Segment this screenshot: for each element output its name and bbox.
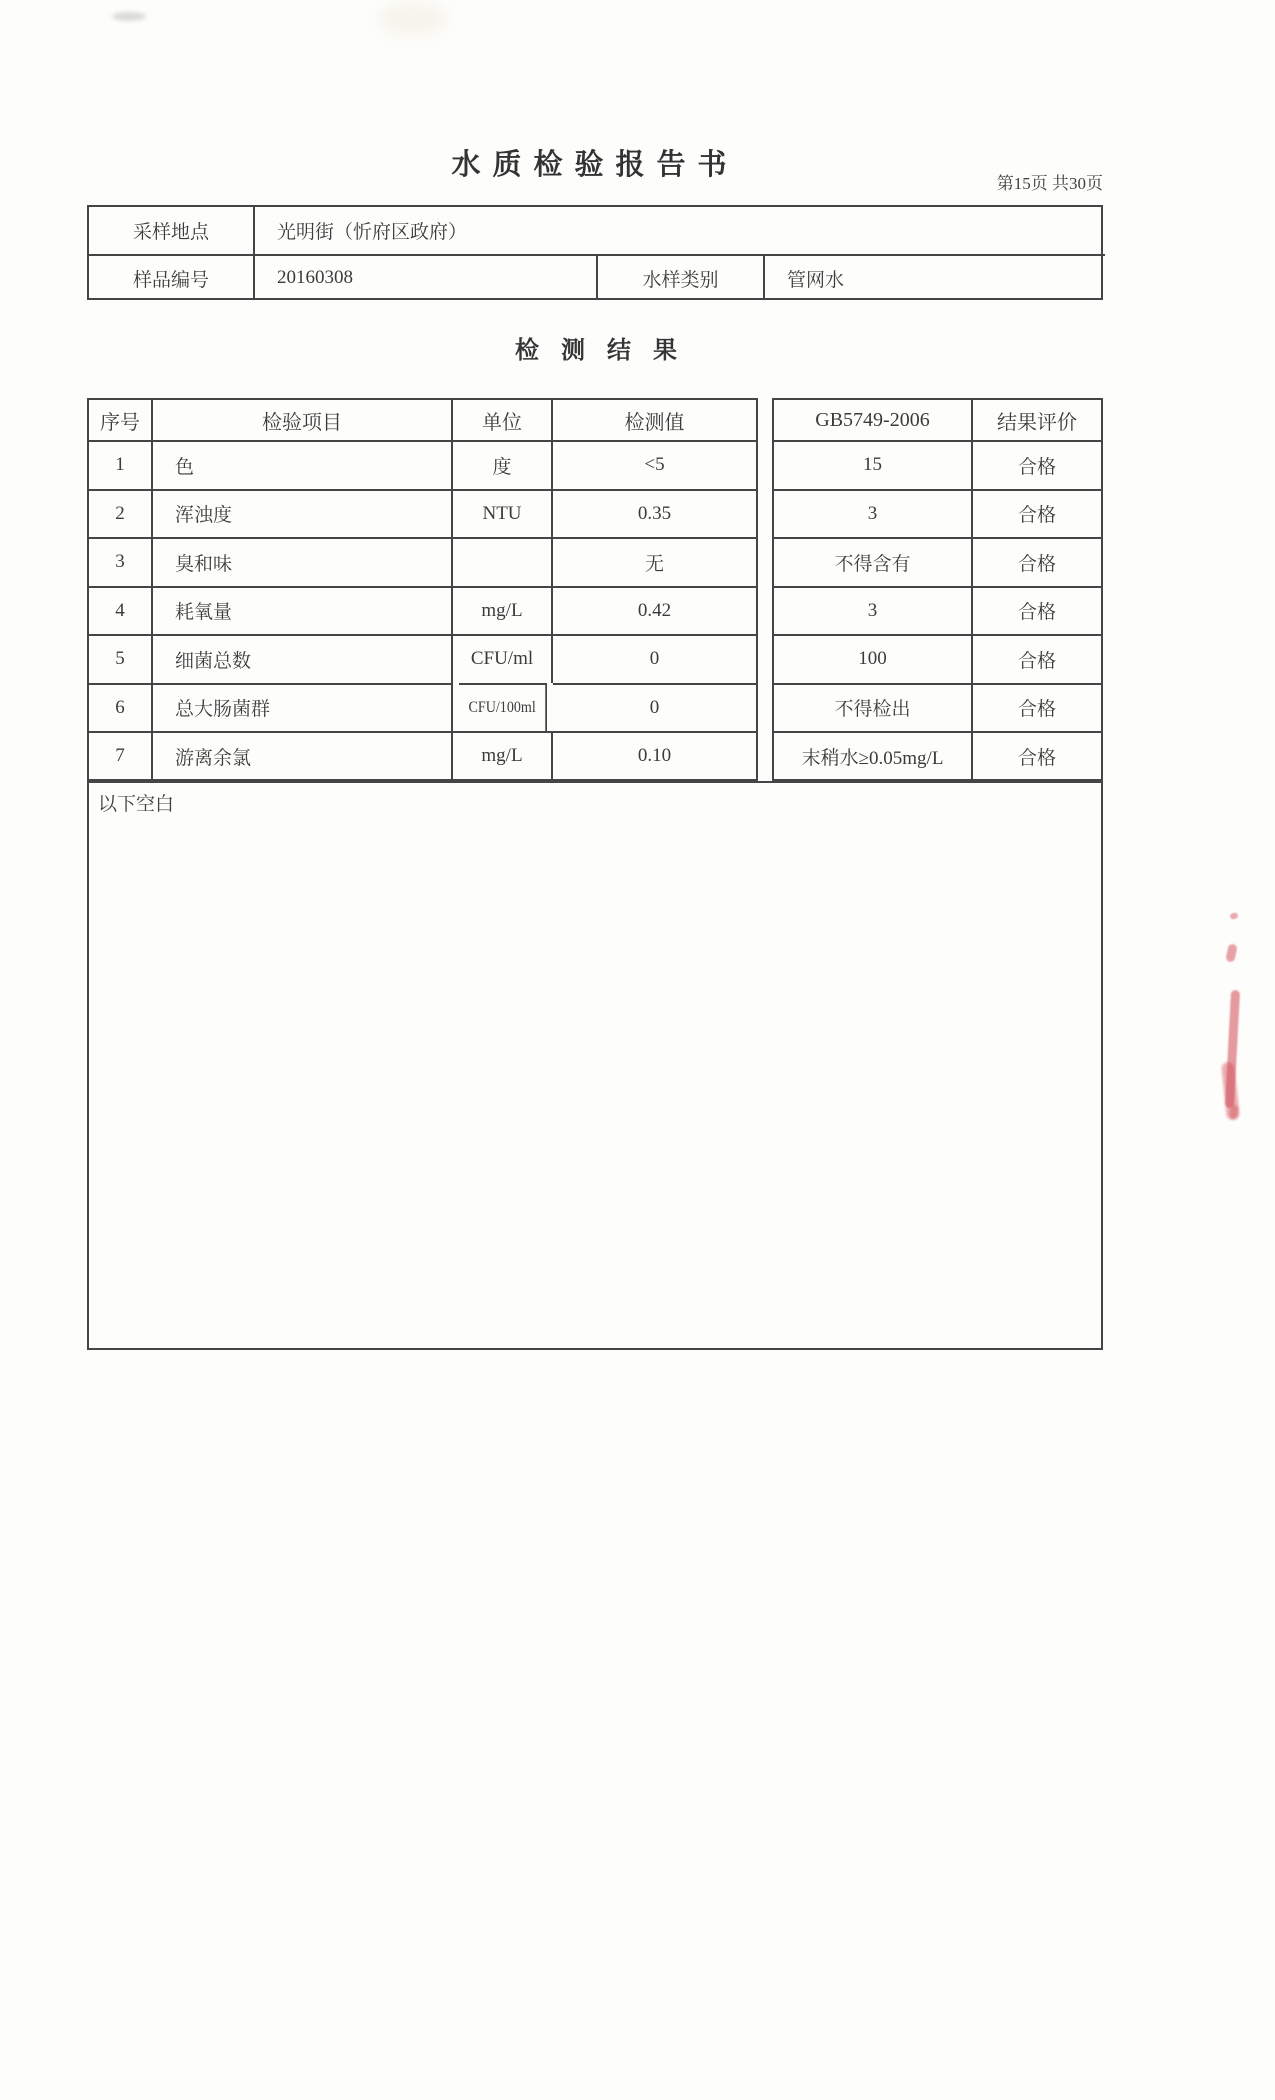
row-value: 0.10	[553, 731, 756, 780]
row-unit: NTU	[453, 489, 553, 538]
row-standard: 3	[774, 489, 973, 538]
row-item: 细菌总数	[153, 634, 453, 683]
red-stamp-mark	[1225, 943, 1238, 962]
row-no: 4	[89, 586, 153, 635]
row-unit	[453, 537, 553, 586]
scan-smudge	[112, 12, 146, 21]
water-type-label: 水样类别	[598, 254, 765, 300]
row-value: <5	[553, 440, 756, 489]
row-standard: 末稍水≥0.05mg/L	[774, 731, 973, 780]
red-stamp-mark	[1229, 1105, 1239, 1120]
results-table-right	[772, 398, 1103, 781]
row-evaluation: 合格	[973, 440, 1101, 489]
sample-info-table	[87, 205, 1103, 300]
row-evaluation: 合格	[973, 634, 1101, 683]
sampling-location-value: 光明街（忻府区政府）	[277, 222, 468, 243]
below-blank-note: 以下空白	[98, 794, 175, 815]
row-no: 7	[89, 731, 153, 780]
col-header-value: 检测值	[624, 411, 685, 434]
col-header-no: 序号	[89, 400, 153, 440]
col-header-evaluation: 结果评价	[997, 411, 1077, 434]
red-stamp-mark	[1225, 990, 1240, 1108]
row-value: 0.42	[553, 586, 756, 635]
row-unit: mg/L	[453, 586, 553, 635]
row-standard: 不得含有	[774, 537, 973, 586]
row-value: 0.35	[553, 489, 756, 538]
row-no: 6	[89, 683, 153, 732]
row-item: 色	[153, 440, 453, 489]
row-unit: CFU/ml	[453, 634, 553, 683]
row-evaluation: 合格	[973, 731, 1101, 780]
sample-no-label: 样品编号	[89, 254, 255, 300]
row-standard: 不得检出	[774, 683, 973, 732]
row-evaluation: 合格	[973, 683, 1101, 732]
section-heading: 检测结果	[515, 338, 699, 364]
water-type-value: 管网水	[765, 254, 1105, 300]
red-stamp-mark	[1229, 912, 1238, 920]
row-unit: 度	[453, 440, 553, 489]
row-evaluation: 合格	[973, 537, 1101, 586]
page-indicator: 第15页 共30页	[996, 174, 1103, 193]
row-no: 2	[89, 489, 153, 538]
col-header-item: 检验项目	[153, 400, 453, 440]
row-standard: 3	[774, 586, 973, 635]
row-value: 0	[553, 683, 756, 732]
sample-no-value: 20160308	[255, 254, 598, 300]
sampling-location-label: 采样地点	[89, 207, 255, 254]
row-standard: 15	[774, 440, 973, 489]
row-no: 5	[89, 634, 153, 683]
row-item: 浑浊度	[153, 489, 453, 538]
col-header-unit: 单位	[453, 400, 553, 440]
results-table-left	[87, 398, 758, 781]
row-evaluation: 合格	[973, 586, 1101, 635]
row-unit: mg/L	[453, 731, 553, 780]
row-unit: CFU/100ml	[459, 683, 547, 732]
row-value: 无	[553, 537, 756, 586]
row-item: 耗氧量	[153, 586, 453, 635]
row-standard: 100	[774, 634, 973, 683]
red-stamp-mark	[1221, 1061, 1240, 1120]
row-item: 臭和味	[153, 537, 453, 586]
row-value: 0	[553, 634, 756, 683]
scan-smudge	[378, 2, 448, 36]
report-title: 水质检验报告书	[451, 149, 739, 181]
row-item: 游离余氯	[153, 731, 453, 780]
row-no: 3	[89, 537, 153, 586]
col-header-standard: GB5749-2006	[774, 400, 973, 440]
row-no: 1	[89, 440, 153, 489]
row-evaluation: 合格	[973, 489, 1101, 538]
row-item: 总大肠菌群	[153, 683, 453, 732]
blank-remainder-box	[87, 781, 1103, 1350]
